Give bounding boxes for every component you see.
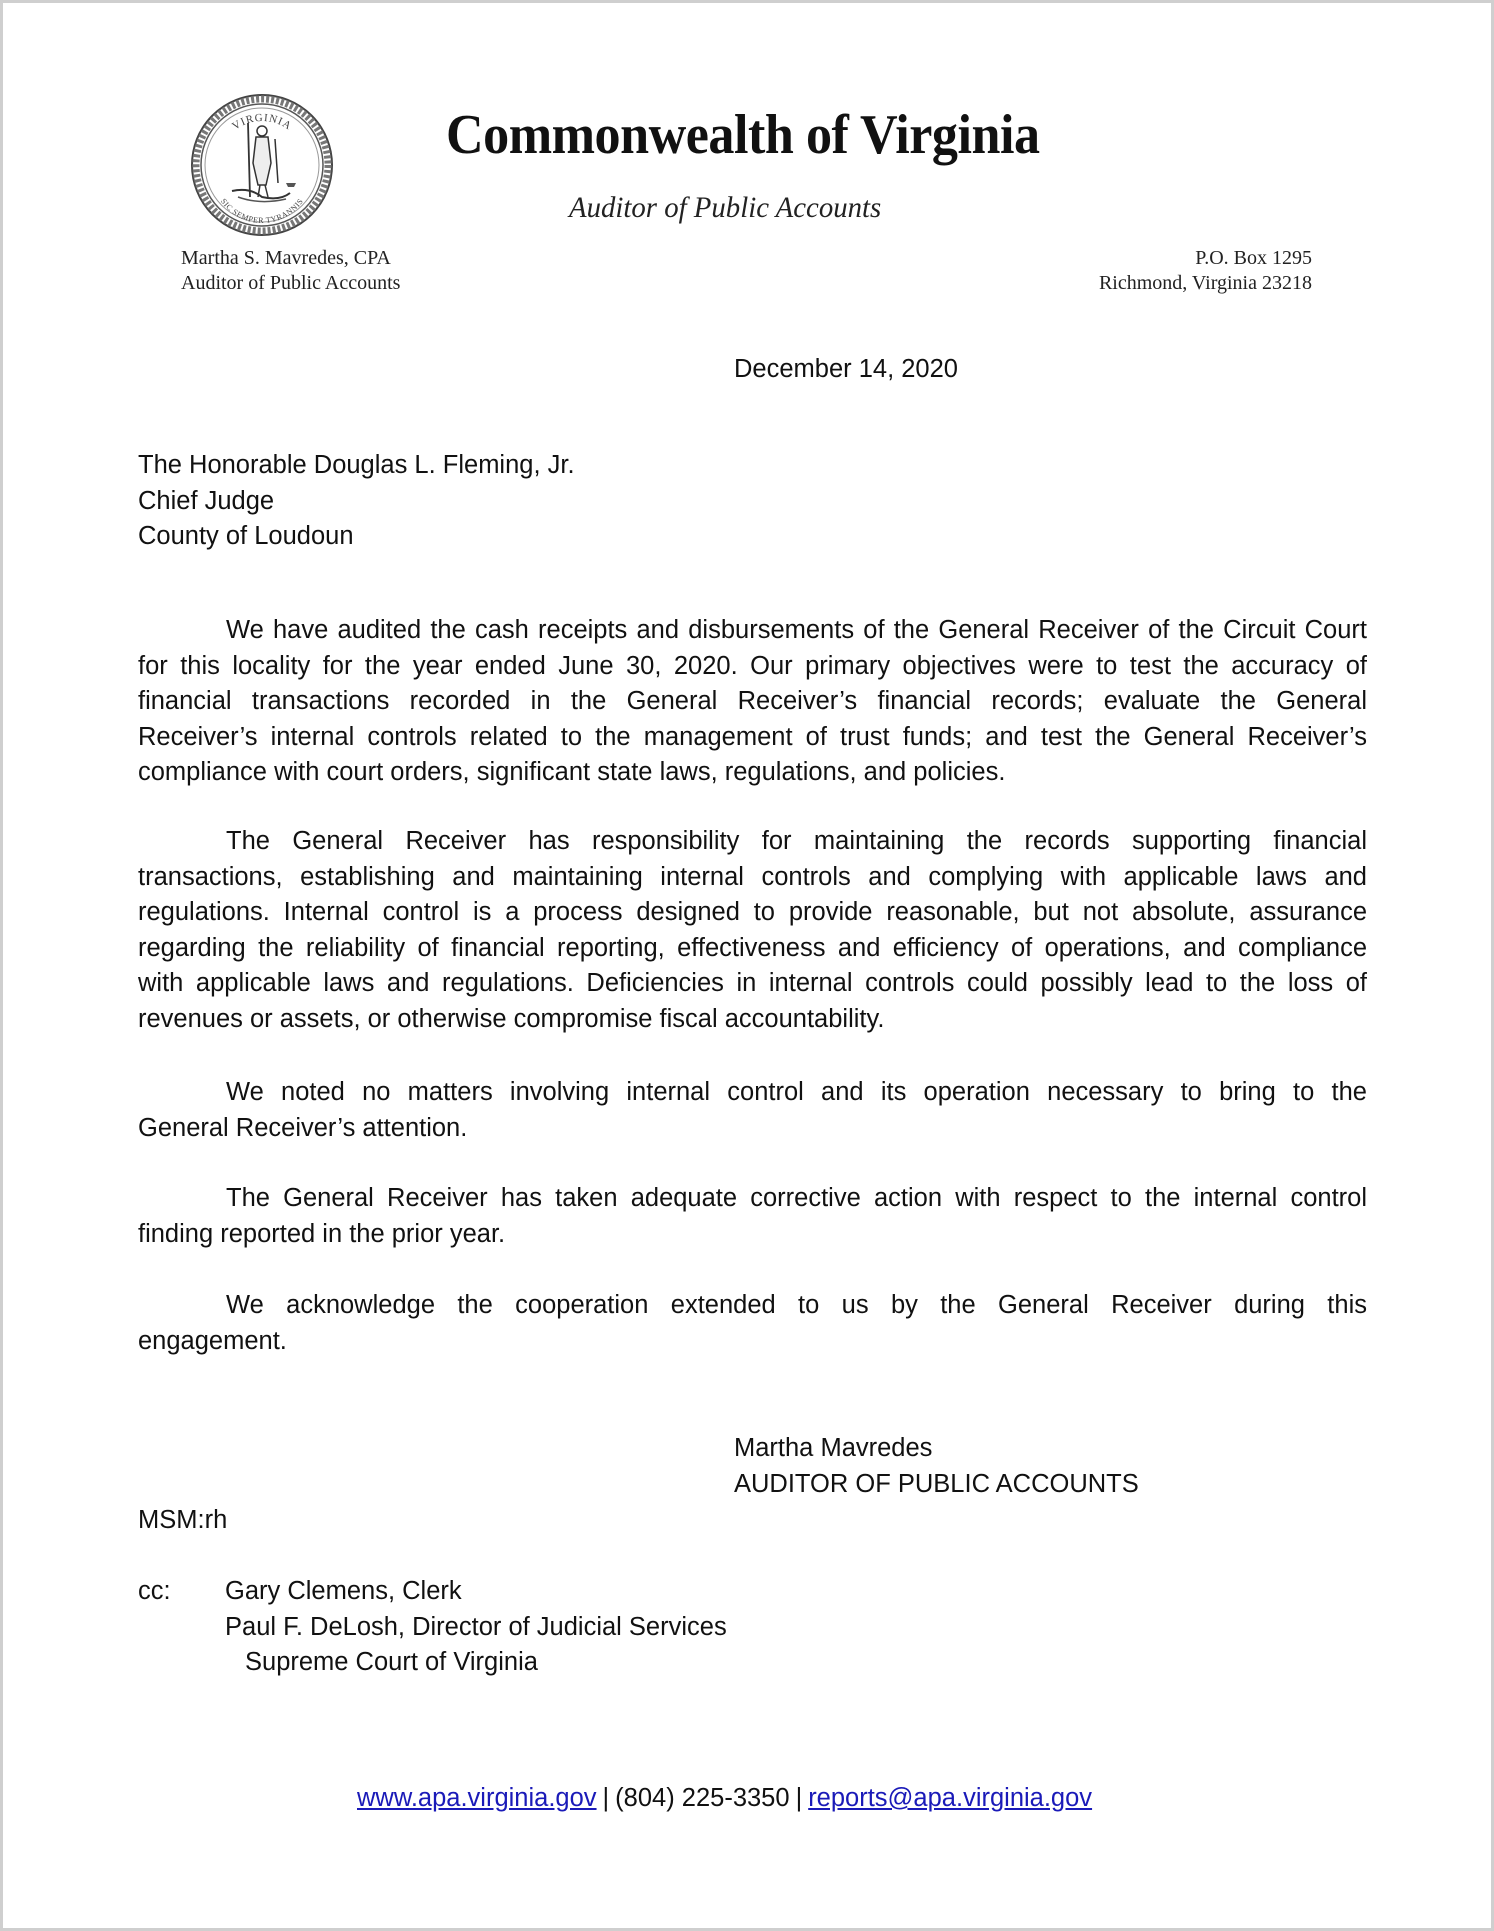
paragraph-no-matters: We noted no matters involving internal control and its operation necessary to bring to the General Receiver’s attention.: [138, 1078, 1367, 1142]
paragraph-corrective-action: The General Receiver has taken adequate corrective action with respect to the internal control finding reported in the prior year.: [138, 1184, 1367, 1248]
signer-name: Martha Mavredes: [734, 1434, 933, 1462]
recipient-name: The Honorable Douglas L. Fleming, Jr.: [138, 451, 575, 479]
footer-separator: |: [602, 1784, 610, 1812]
letterhead-address-block: [1099, 246, 1312, 296]
cc-recipient: Paul F. DeLosh, Director of Judicial Services: [225, 1612, 727, 1641]
cc-recipient-organization: Supreme Court of Virginia: [245, 1648, 538, 1677]
page-footer: [357, 1781, 1092, 1817]
footer-separator: |: [795, 1784, 803, 1812]
svg-text:SIC SEMPER TYRANNIS: SIC SEMPER TYRANNIS: [218, 196, 306, 226]
letterhead-auditor-block: [181, 246, 400, 296]
virginia-seal-icon: [190, 93, 334, 237]
signature-block: [734, 1431, 1139, 1502]
letterhead-subtitle: Auditor of Public Accounts: [569, 191, 882, 224]
letter-date: December 14, 2020: [734, 355, 958, 383]
paragraph-responsibility: The General Receiver has responsibility for maintaining the records supporting financial transactions, establishing and maintaining internal controls and complying with applicable laws and regulations. Internal control is a process designed to provide reasonable, but not absolute, assurance regarding the reliability of financial reporting, effectiveness and efficiency of operations, and compliance with applicable laws and regulations. Deficiencies in internal controls could possibly lead to the loss of revenues or assets, or otherwise compromise fiscal accountability.: [138, 827, 1367, 1033]
cc-label: cc:: [138, 1577, 171, 1605]
po-box: P.O. Box 1295: [1195, 247, 1312, 269]
auditor-role: Auditor of Public Accounts: [181, 272, 401, 294]
paragraph-acknowledgement: We acknowledge the cooperation extended to us by the General Receiver during this engagement.: [138, 1291, 1367, 1355]
paragraph-audit-scope: We have audited the cash receipts and disbursements of the General Receiver of the Circuit Court for this locality for the year ended June 30, 2020. Our primary objectives were to test the accuracy of financial transactions recorded in the General Receiver’s financial records; evaluate the General Receiver’s internal controls related to the management of trust funds; and test the General Receiver’s compliance with court orders, significant state laws, regulations, and policies.: [138, 616, 1367, 787]
letterhead-title: Commonwealth of Virginia: [446, 104, 1040, 166]
recipient-locality: County of Loudoun: [138, 522, 354, 551]
typist-initials: MSM:rh: [138, 1506, 228, 1534]
recipient-address: [138, 448, 575, 555]
svg-text:VIRGINIA: VIRGINIA: [230, 111, 294, 133]
auditor-name: Martha S. Mavredes, CPA: [181, 247, 391, 269]
cc-recipient: Gary Clemens, Clerk: [225, 1577, 462, 1605]
website-link[interactable]: www.apa.virginia.gov: [357, 1784, 597, 1812]
signer-title: AUDITOR OF PUBLIC ACCOUNTS: [734, 1469, 1139, 1498]
city-state-zip: Richmond, Virginia 23218: [1098, 272, 1312, 294]
recipient-title: Chief Judge: [138, 486, 275, 515]
email-link[interactable]: reports@apa.virginia.gov: [808, 1784, 1093, 1812]
phone-number: (804) 225-3350: [615, 1784, 790, 1812]
